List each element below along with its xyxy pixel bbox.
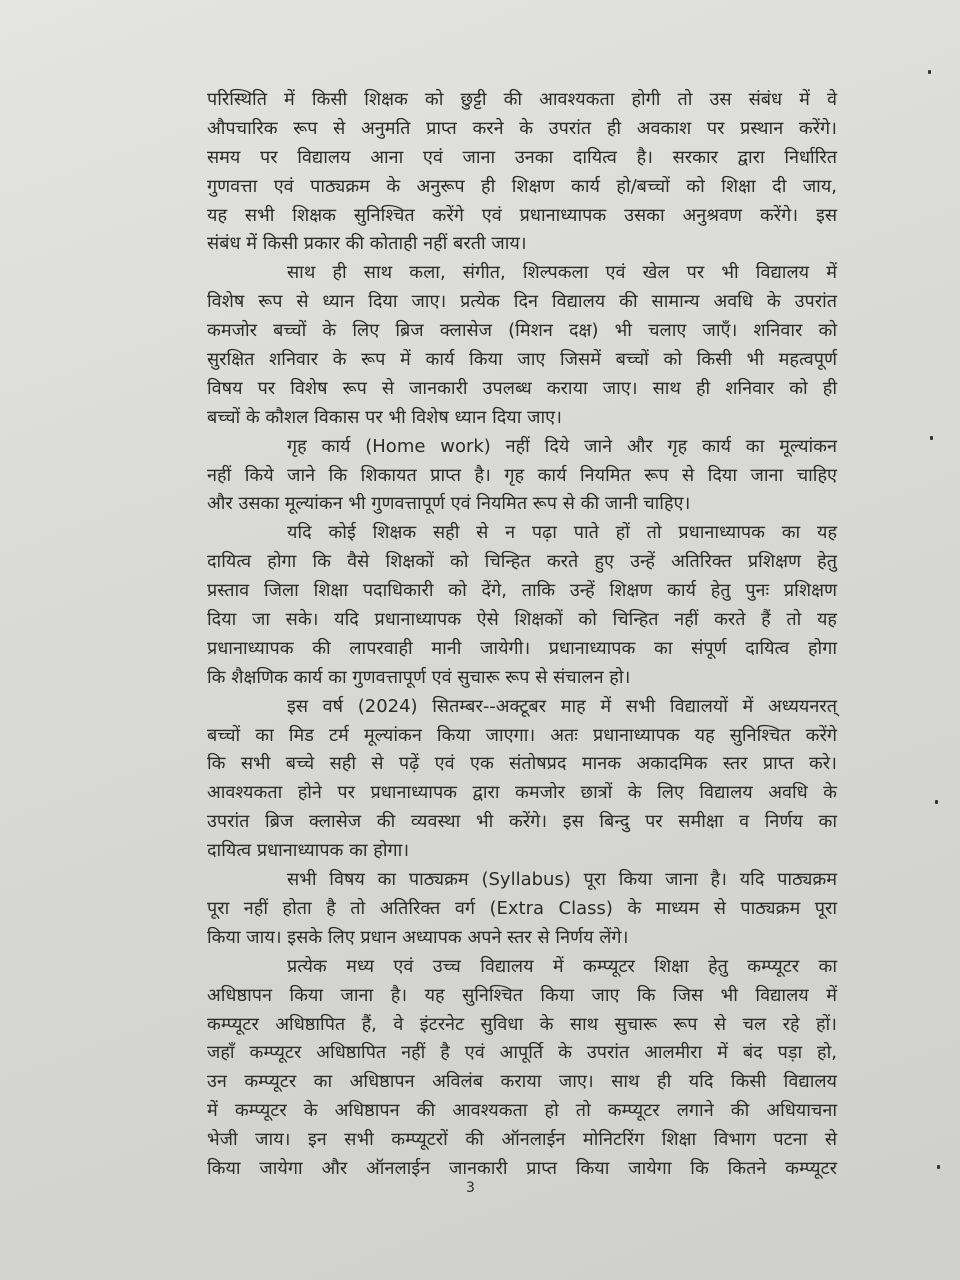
text-line: विशेष रूप से ध्यान दिया जाए। प्रत्येक दिन विद्यालय की सामान्य अवधि के उपरांत — [207, 291, 837, 313]
text-line: संबंध में किसी प्रकार की कोताही नहीं बरती जाय। — [207, 233, 527, 255]
text-line: इस वर्ष (2024) सितम्बर--अक्टूबर माह में सभी विद्यालयों में अध्ययनरत् — [287, 695, 837, 717]
text-line: गुणवत्ता एवं पाठ्यक्रम के अनुरूप ही शिक्षण कार्य हो/बच्चों को शिक्षा दी जाय, — [207, 175, 837, 197]
text-line: पूरा नहीं होता है तो अतिरिक्त वर्ग (Extra Class) के माध्यम से पाठ्यक्रम पूरा — [207, 897, 837, 919]
text-line: अधिष्ठापन किया जाना है। यह सुनिश्चित किया जाए कि जिस भी विद्यालय में — [207, 984, 837, 1006]
text-line: दिया जा सके। यदि प्रधानाध्यापक ऐसे शिक्षकों को चिन्हित नहीं करते हैं तो यह — [207, 609, 837, 631]
text-line: यदि कोई शिक्षक सही से न पढ़ा पाते हों तो प्रधानाध्यापक का यह — [287, 522, 837, 544]
page-number: 3 — [466, 1180, 475, 1196]
paper-speck — [937, 1165, 940, 1169]
paragraph — [207, 86, 837, 259]
text-line: उपरांत ब्रिज क्लासेज की व्यवस्था भी करेंगे। इस बिन्दु पर समीक्षा व निर्णय का — [207, 811, 837, 833]
paragraph — [207, 866, 837, 953]
paragraph — [207, 433, 837, 520]
text-line: यह सभी शिक्षक सुनिश्चित करेंगे एवं प्रधानाध्यापक उसका अनुश्रवण करेंगे। इस — [207, 204, 837, 226]
text-line: बच्चों का मिड टर्म मूल्यांकन किया जाएगा। अतः प्रधानाध्यापक यह सुनिश्चित करेंगे — [207, 724, 837, 746]
text-line: प्रत्येक मध्य एवं उच्च विद्यालय में कम्प्यूटर शिक्षा हेतु कम्प्यूटर का — [287, 955, 837, 977]
text-line: साथ ही साथ कला, संगीत, शिल्पकला एवं खेल पर भी विद्यालय में — [287, 262, 837, 284]
text-line: कम्प्यूटर अधिष्ठापित हैं, वे इंटरनेट सुविधा के साथ सुचारू रूप से चल रहे हों। — [207, 1013, 837, 1035]
text-line: किया जाय। इसके लिए प्रधान अध्यापक अपने स्तर से निर्णय लेंगे। — [207, 926, 629, 948]
paper-speck — [930, 436, 933, 440]
text-line: औपचारिक रूप से अनुमति प्राप्त करने के उपरांत ही अवकाश पर प्रस्थान करेंगे। — [207, 117, 837, 139]
text-line: उन कम्प्यूटर का अधिष्ठापन अविलंब कराया जाए। साथ ही यदि किसी विद्यालय — [207, 1071, 837, 1093]
text-line: प्रधानाध्यापक की लापरवाही मानी जायेगी। प्रधानाध्यापक का संपूर्ण दायित्व होगा — [207, 637, 837, 659]
paper-speck — [928, 70, 931, 74]
text-line: में कम्प्यूटर के अधिष्ठापन की आवश्यकता हो तो कम्प्यूटर लगाने की अधियाचना — [207, 1100, 837, 1122]
text-line: सुरक्षित शनिवार के रूप में कार्य किया जाए जिसमें बच्चों को किसी भी महत्वपूर्ण — [207, 349, 837, 371]
text-line: बच्चों के कौशल विकास पर भी विशेष ध्यान दिया जाए। — [207, 406, 562, 428]
text-line: और उसका मूल्यांकन भी गुणवत्तापूर्ण एवं नियमित रूप से की जानी चाहिए। — [207, 493, 691, 515]
text-line: भेजी जाय। इन सभी कम्प्यूटरों की ऑनलाईन मोनिटरिंग शिक्षा विभाग पटना से — [207, 1129, 837, 1151]
text-line: सभी विषय का पाठ्यक्रम (Syllabus) पूरा किया जाना है। यदि पाठ्यक्रम — [287, 869, 837, 891]
text-line: किया जायेगा और ऑनलाईन जानकारी प्राप्त किया जायेगा कि कितने कम्प्यूटर — [207, 1157, 837, 1179]
text-line: नहीं किये जाने कि शिकायत प्राप्त है। गृह कार्य नियमित रूप से दिया जाना चाहिए — [207, 464, 837, 486]
text-line: विषय पर विशेष रूप से जानकारी उपलब्ध कराया जाए। साथ ही शनिवार को ही — [207, 377, 837, 399]
paper-speck — [935, 800, 938, 804]
text-line: दायित्व प्रधानाध्यापक का होगा। — [207, 840, 410, 862]
text-line: दायित्व होगा कि वैसे शिक्षकों को चिन्हित करते हुए उन्हें अतिरिक्त प्रशिक्षण हेतु — [207, 551, 837, 573]
document-body — [207, 86, 837, 1184]
text-line: जहाँ कम्प्यूटर अधिष्ठापित नहीं है एवं आपूर्ति के उपरांत आलमीरा में बंद पड़ा हो, — [207, 1042, 837, 1064]
text-line: आवश्यकता होने पर प्रधानाध्यापक द्वारा कमजोर छात्रों के लिए विद्यालय अवधि के — [207, 782, 837, 804]
text-line: कि सभी बच्चे सही से पढ़ें एवं एक संतोषप्रद मानक अकादमिक स्तर प्राप्त करे। — [207, 753, 837, 775]
paragraph — [207, 519, 837, 692]
paragraph — [207, 953, 837, 1184]
text-line: समय पर विद्यालय आना एवं जाना उनका दायित्व है। सरकार द्वारा निर्धारित — [207, 146, 837, 168]
paragraph — [207, 259, 837, 432]
paragraph — [207, 693, 837, 866]
text-line: परिस्थिति में किसी शिक्षक को छुट्टी की आवश्यकता होगी तो उस संबंध में वे — [207, 89, 837, 110]
text-line: प्रस्ताव जिला शिक्षा पदाधिकारी को देंगे, ताकि उन्हें शिक्षण कार्य हेतु पुनः प्रशिक्षण — [207, 580, 837, 602]
text-line: गृह कार्य (Home work) नहीं दिये जाने और गृह कार्य का मूल्यांकन — [287, 435, 837, 457]
text-line: कि शैक्षणिक कार्य का गुणवत्तापूर्ण एवं सुचारू रूप से संचालन हो। — [207, 666, 631, 688]
text-line: कमजोर बच्चों के लिए ब्रिज क्लासेज (मिशन दक्ष) भी चलाए जाएँ। शनिवार को — [207, 320, 837, 342]
